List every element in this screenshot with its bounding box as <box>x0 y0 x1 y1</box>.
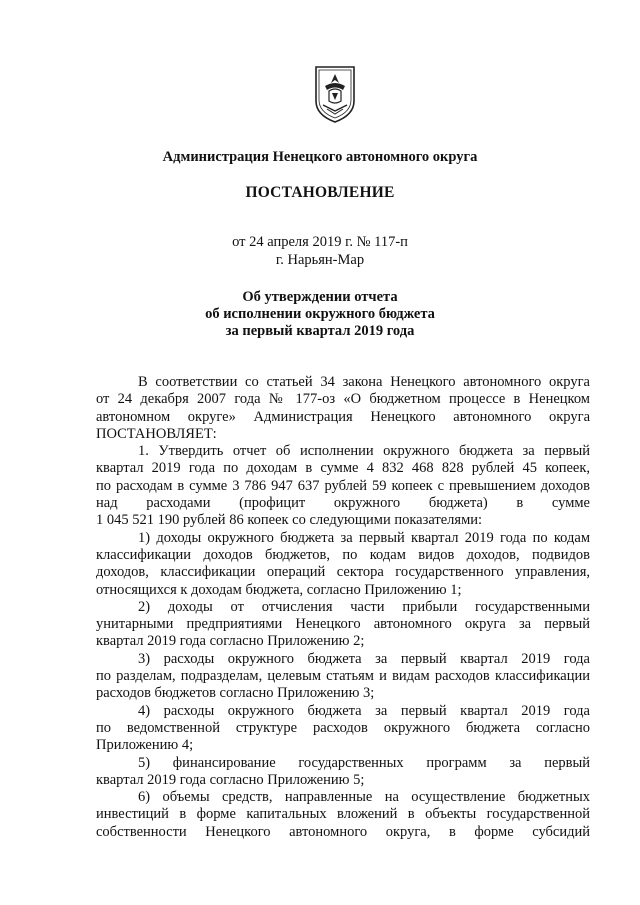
body-line: квартал 2019 года по доходам в сумме 4 832 468 828 рублей 45 копеек, <box>96 460 590 477</box>
body-line: ПОСТАНОВЛЯЕТ: <box>96 425 217 442</box>
body-line: Приложению 4; <box>96 737 194 754</box>
title-line: за первый квартал 2019 года <box>225 323 415 339</box>
document-body <box>96 374 590 841</box>
body-line: квартал 2019 года согласно Приложению 2; <box>96 633 365 650</box>
city: г. Нарьян-Мар <box>275 252 365 268</box>
body-line: относящихся к доходам бюджета, согласно Приложению 1; <box>96 581 462 598</box>
body-line: собственности Ненецкого автономного округа, в форме субсидий <box>96 823 590 840</box>
body-line: 2) доходы от отчисления части прибыли государственными <box>138 598 590 615</box>
body-line: по ведомственной структуре расходов окружного бюджета согласно <box>96 719 590 736</box>
body-line: расходов бюджетов согласно Приложению 3; <box>96 685 375 702</box>
body-line: В соответствии со статьей 34 закона Ненецкого автономного округа <box>138 374 590 390</box>
body-line: 1) доходы окружного бюджета за первый квартал 2019 года по кодам <box>138 529 590 546</box>
coat-of-arms-emblem <box>313 63 357 125</box>
body-line: 5) финансирование государственных программ за первый <box>138 754 590 771</box>
title-line: Об утверждении отчета <box>242 289 398 305</box>
body-line: по расходам в сумме 3 786 947 637 рублей 59 копеек с превышением доходов <box>96 477 590 494</box>
date-and-number: от 24 апреля 2019 г. № 117-п <box>232 234 408 250</box>
body-line: 3) расходы окружного бюджета за первый квартал 2019 года <box>138 650 590 667</box>
body-line: классификации доходов бюджетов, по кодам видов доходов, подвидов <box>96 546 590 563</box>
body-line: от 24 декабря 2007 года № 177-оз «О бюджетном процессе в Ненецком <box>96 391 590 408</box>
body-line: 1 045 521 190 рублей 86 копеек со следующими показателями: <box>96 512 483 529</box>
body-line: 4) расходы окружного бюджета за первый квартал 2019 года <box>138 702 590 719</box>
title-line: об исполнении окружного бюджета <box>205 306 435 322</box>
body-line: автономном округе» Администрация Ненецкого автономного округа <box>96 408 590 425</box>
body-line: 1. Утвердить отчет об исполнении окружного бюджета за первый <box>138 443 590 460</box>
document-type: ПОСТАНОВЛЕНИЕ <box>245 184 395 201</box>
body-line: по разделам, подразделам, целевым статьям и видам расходов классификации <box>96 668 590 685</box>
organization-name: Администрация Ненецкого автономного округа <box>162 149 478 165</box>
body-line: инвестиций в форме капитальных вложений в объекты государственной <box>96 806 590 823</box>
body-line: доходов, классификации операций сектора государственного управления, <box>96 564 590 581</box>
body-line: унитарными предприятиями Ненецкого автономного округа за первый <box>96 616 590 633</box>
body-line: 6) объемы средств, направленные на осуществление бюджетных <box>138 789 590 806</box>
body-line: квартал 2019 года согласно Приложению 5; <box>96 771 365 788</box>
document-title <box>0 289 640 340</box>
body-line: над расходами (профицит окружного бюджета) в сумме <box>96 495 590 512</box>
